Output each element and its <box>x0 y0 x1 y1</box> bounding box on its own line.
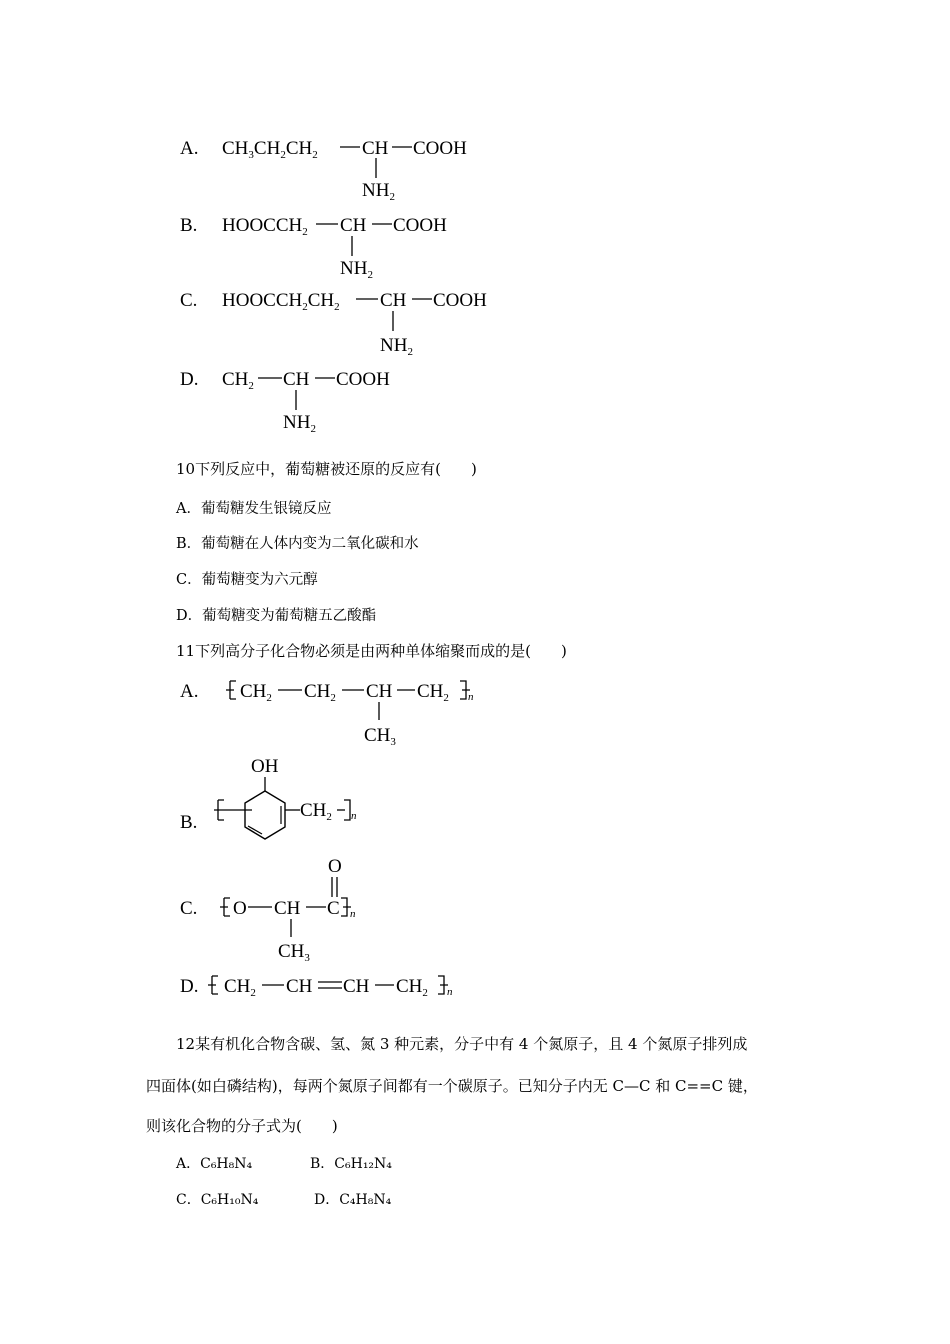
q11-option-c <box>180 856 356 964</box>
q11-c-ch3: $CH_3$ <box>278 941 310 964</box>
q11-option-a <box>180 681 474 748</box>
svg-text:n: n <box>447 986 453 998</box>
svg-text:CH2: $CH_2$ <box>396 976 428 999</box>
q9-option-c <box>180 290 487 358</box>
svg-text:CH: CH <box>362 138 389 159</box>
svg-text:n: n <box>350 908 356 920</box>
svg-text:CH: CH <box>274 898 301 919</box>
q9-option-b <box>180 215 447 281</box>
svg-text:COOH: COOH <box>433 290 487 311</box>
svg-text:CH: CH <box>380 290 407 311</box>
svg-text:C: C <box>327 898 340 919</box>
q11-a-ch3: $CH_3$ <box>364 725 396 748</box>
q12-option-b: B．C₆H₁₂N₄ <box>310 1156 392 1172</box>
q11-b-oh: OH <box>251 756 279 777</box>
q10-stem: 10下列反应中，葡萄糖被还原的反应有( ) <box>176 460 477 478</box>
q9-b-formula: $HOOCCH_2$ <box>222 215 308 238</box>
svg-text:COOH: COOH <box>336 369 390 390</box>
svg-text:CH2: $CH_2$ <box>417 681 449 704</box>
q9-b-label: B. <box>180 215 198 236</box>
q9-a-label: A. <box>180 138 199 159</box>
q10-option-c: C．葡萄糖变为六元醇 <box>176 572 318 588</box>
svg-text:n: n <box>351 810 357 822</box>
svg-text:CH: CH <box>366 681 393 702</box>
svg-text:COOH: COOH <box>393 215 447 236</box>
q12-option-a: A．C₆H₈N₄ <box>176 1156 253 1172</box>
q9-option-a <box>180 138 467 203</box>
svg-text:n: n <box>468 691 474 703</box>
q10-option-a: A．葡萄糖发生银镜反应 <box>176 501 332 517</box>
svg-text:CH2: $CH_2$ <box>224 976 256 999</box>
q9-b-nh2: $NH_2$ <box>340 258 373 281</box>
q10-option-d: D．葡萄糖变为葡萄糖五乙酸酯 <box>176 608 377 624</box>
q9-d-formula: $CH_2$ <box>222 369 254 392</box>
svg-text:CH: CH <box>283 369 310 390</box>
q11-d-label: D. <box>180 976 199 997</box>
svg-text:CH2: $CH_2$ <box>300 800 332 823</box>
svg-text:CH: CH <box>343 976 370 997</box>
svg-text:CH: CH <box>340 215 367 236</box>
q11-c-o-top: O <box>328 856 342 877</box>
q11-b-label: B. <box>180 812 198 833</box>
q10-option-b: B．葡萄糖在人体内变为二氧化碳和水 <box>176 536 419 552</box>
q12-option-c: C．C₆H₁₀N₄ <box>176 1192 259 1208</box>
q12-stem-line2: 四面体(如白磷结构)，每两个氮原子间都有一个碳原子。已知分子内无 C—C 和 C==C 键， <box>146 1077 758 1095</box>
q9-c-formula: $HOOCCH_2CH_2$ <box>222 290 340 313</box>
q12-stem-line3: 则该化合物的分子式为( ) <box>146 1117 338 1135</box>
q9-c-label: C. <box>180 290 198 311</box>
svg-text:CH2: $CH_2$ <box>304 681 336 704</box>
q12-option-d: D．C₄H₈N₄ <box>314 1192 392 1208</box>
q11-a-label: A. <box>180 681 199 702</box>
q9-a-nh2: $NH_2$ <box>362 180 395 203</box>
svg-text:CH: CH <box>286 976 313 997</box>
q12-stem-line1: 12某有机化合物含碳、氢、氮 3 种元素，分子中有 4 个氮原子，且 4 个氮原子排列成 <box>176 1035 748 1053</box>
svg-text:COOH: COOH <box>413 138 467 159</box>
q9-d-label: D. <box>180 369 199 390</box>
q9-option-d <box>180 369 390 435</box>
q9-c-nh2: $NH_2$ <box>380 335 413 358</box>
q11-stem: 11下列高分子化合物必须是由两种单体缩聚而成的是( ) <box>176 642 567 660</box>
svg-text:O: O <box>233 898 247 919</box>
svg-text:CH2: $CH_2$ <box>240 681 272 704</box>
q11-option-b <box>180 756 357 839</box>
q11-option-d <box>180 976 453 999</box>
q11-c-label: C. <box>180 898 198 919</box>
q9-d-nh2: $NH_2$ <box>283 412 316 435</box>
q9-a-formula: $CH_3CH_2CH_2$ <box>222 138 318 161</box>
